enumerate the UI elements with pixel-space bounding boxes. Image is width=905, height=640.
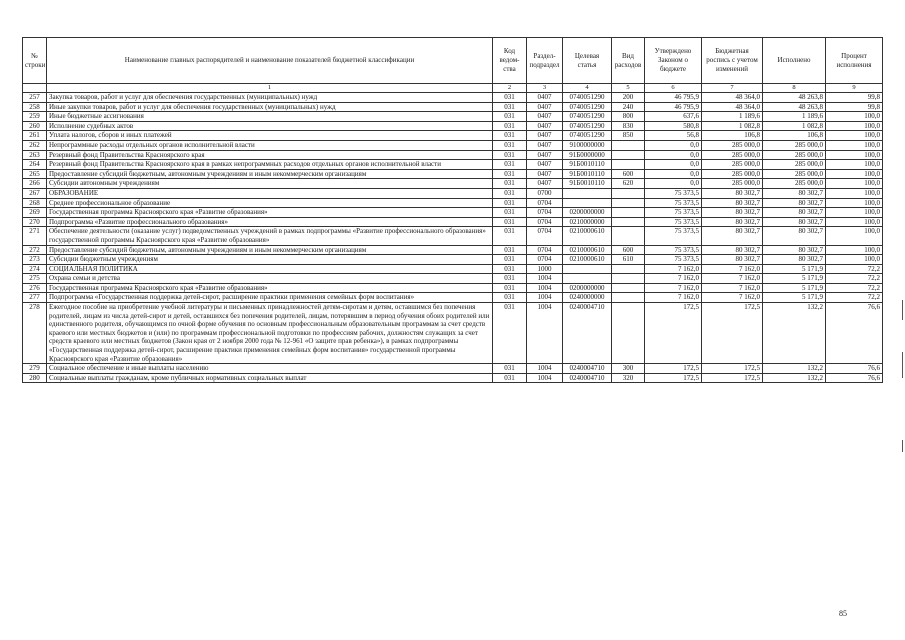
- row-name: Социальное обеспечение и иные выплаты населению: [47, 364, 493, 374]
- row-code: 031: [493, 255, 527, 265]
- table-row: [23, 93, 883, 103]
- row-number: 271: [23, 227, 47, 245]
- row-number: 258: [23, 102, 47, 112]
- row-kind: [612, 293, 645, 303]
- row-percent: 100,0: [826, 208, 883, 218]
- row-approved: 637,6: [645, 112, 702, 122]
- row-executed: 285 000,0: [763, 160, 826, 170]
- row-name: Субсидии автономным учреждениям: [47, 179, 493, 189]
- row-name: СОЦИАЛЬНАЯ ПОЛИТИКА: [47, 264, 493, 274]
- header-num: № строки: [23, 38, 47, 84]
- row-code: 031: [493, 188, 527, 198]
- row-percent: 99,8: [826, 102, 883, 112]
- row-section: 0704: [527, 245, 563, 255]
- row-kind: 240: [612, 102, 645, 112]
- row-code: 031: [493, 179, 527, 189]
- row-budget: 1 082,8: [702, 121, 763, 131]
- row-number: 267: [23, 188, 47, 198]
- row-kind: [612, 283, 645, 293]
- row-code: 031: [493, 245, 527, 255]
- row-name: ОБРАЗОВАНИЕ: [47, 188, 493, 198]
- row-section: 0407: [527, 140, 563, 150]
- row-percent: 100,0: [826, 255, 883, 265]
- column-number: 1: [47, 84, 493, 93]
- table-row: [23, 227, 883, 245]
- row-section: 1000: [527, 264, 563, 274]
- table-row: [23, 293, 883, 303]
- row-target: 0210000000: [563, 217, 612, 227]
- row-budget: 80 302,7: [702, 198, 763, 208]
- row-name: Исполнение судебных актов: [47, 121, 493, 131]
- row-name: Подпрограмма «Развитие профессионального образования»: [47, 217, 493, 227]
- row-number: 274: [23, 264, 47, 274]
- row-kind: 600: [612, 169, 645, 179]
- row-code: 031: [493, 373, 527, 383]
- column-number-row: [23, 84, 883, 93]
- row-percent: 76,6: [826, 373, 883, 383]
- row-executed: 5 171,9: [763, 283, 826, 293]
- row-kind: 610: [612, 255, 645, 265]
- header-percent: Процент исполнения: [826, 38, 883, 84]
- row-code: 031: [493, 264, 527, 274]
- row-executed: 132,2: [763, 373, 826, 383]
- row-executed: 1 189,6: [763, 112, 826, 122]
- row-budget: 80 302,7: [702, 227, 763, 245]
- row-approved: 46 795,9: [645, 102, 702, 112]
- row-section: 1004: [527, 274, 563, 284]
- row-code: 031: [493, 303, 527, 364]
- row-code: 031: [493, 140, 527, 150]
- row-section: 0407: [527, 121, 563, 131]
- row-name: Подпрограмма «Государственная поддержка детей-сирот, расширение практики применения семейных форм воспитания»: [47, 293, 493, 303]
- table-row: [23, 112, 883, 122]
- budget-table-sheet: [22, 37, 882, 383]
- row-number: 277: [23, 293, 47, 303]
- row-section: 0407: [527, 102, 563, 112]
- row-target: 0740051290: [563, 131, 612, 141]
- scan-edge-mark: [902, 440, 903, 452]
- row-code: 031: [493, 121, 527, 131]
- row-section: 0407: [527, 179, 563, 189]
- row-target: 0200000000: [563, 283, 612, 293]
- column-number: 6: [645, 84, 702, 93]
- column-number: 2: [493, 84, 527, 93]
- row-approved: 172,5: [645, 303, 702, 364]
- row-code: 031: [493, 131, 527, 141]
- row-name: Иные бюджетные ассигнования: [47, 112, 493, 122]
- row-code: 031: [493, 217, 527, 227]
- row-number: 270: [23, 217, 47, 227]
- row-name: Уплата налогов, сборов и иных платежей: [47, 131, 493, 141]
- row-executed: 132,2: [763, 364, 826, 374]
- row-target: 9100000000: [563, 140, 612, 150]
- row-kind: [612, 303, 645, 364]
- row-executed: 80 302,7: [763, 208, 826, 218]
- row-approved: 0,0: [645, 140, 702, 150]
- table-row: [23, 264, 883, 274]
- row-target: [563, 264, 612, 274]
- table-row: [23, 274, 883, 284]
- row-number: 261: [23, 131, 47, 141]
- header-budget: Бюджетная роспись с учетом изменений: [702, 38, 763, 84]
- row-code: 031: [493, 364, 527, 374]
- row-section: 0704: [527, 255, 563, 265]
- row-kind: [612, 140, 645, 150]
- row-budget: 172,5: [702, 303, 763, 364]
- column-number: 8: [763, 84, 826, 93]
- row-executed: 80 302,7: [763, 217, 826, 227]
- row-number: 260: [23, 121, 47, 131]
- row-kind: [612, 274, 645, 284]
- header-section: Раздел-подраздел: [527, 38, 563, 84]
- row-percent: 100,0: [826, 179, 883, 189]
- row-number: 276: [23, 283, 47, 293]
- row-target: 91Б0000000: [563, 150, 612, 160]
- row-section: 0700: [527, 188, 563, 198]
- row-number: 266: [23, 179, 47, 189]
- row-name: Непрограммные расходы отдельных органов исполнительной власти: [47, 140, 493, 150]
- row-budget: 285 000,0: [702, 179, 763, 189]
- row-target: 0240004710: [563, 373, 612, 383]
- budget-table: [22, 37, 883, 383]
- row-name: Социальные выплаты гражданам, кроме публичных нормативных социальных выплат: [47, 373, 493, 383]
- row-approved: 0,0: [645, 160, 702, 170]
- table-row: [23, 179, 883, 189]
- row-name: Резервный фонд Правительства Красноярского края в рамках непрограммных расходов отдельных органов исполнительной власти: [47, 160, 493, 170]
- table-row: [23, 169, 883, 179]
- table-row: [23, 102, 883, 112]
- row-number: 278: [23, 303, 47, 364]
- row-code: 031: [493, 293, 527, 303]
- row-percent: 100,0: [826, 188, 883, 198]
- row-number: 272: [23, 245, 47, 255]
- row-number: 259: [23, 112, 47, 122]
- row-approved: 46 795,9: [645, 93, 702, 103]
- table-row: [23, 131, 883, 141]
- scan-edge-mark: [902, 352, 903, 378]
- row-target: 0210000610: [563, 245, 612, 255]
- row-approved: 75 373,5: [645, 255, 702, 265]
- row-executed: 285 000,0: [763, 150, 826, 160]
- row-approved: 75 373,5: [645, 198, 702, 208]
- row-percent: 72,2: [826, 283, 883, 293]
- row-budget: 7 162,0: [702, 274, 763, 284]
- row-budget: 80 302,7: [702, 245, 763, 255]
- row-name: Ежегодное пособие на приобретение учебной литературы и письменных принадлежностей детям-сиротам и детям, оставшимся без попечения родителей, лицам из числа детей-сирот и детей, оставшихся без попечения родителей, лицам, потерявшим в период обучения обоих родителей или единственного родителя, обучающимся по очной форме обучения по основным профессиональным образовательным программам за счет средств краевого или местных бюджетов и (или) по программам профессиональной подготовки по профессиям рабочих, должностям служащих за счет средств краевого или местных бюджетов (Закон края от 2 ноября 2000 года № 12-961 «О защите прав ребенка»), в рамках подпрограммы «Государственная поддержка детей-сирот, расширение практики применения семейных форм воспитания» государственной программы Красноярского края «Развитие образования»: [47, 303, 493, 364]
- row-target: 0240004710: [563, 364, 612, 374]
- scan-edge-mark: [902, 300, 903, 320]
- row-target: [563, 188, 612, 198]
- header-kind: Вид расходов: [612, 38, 645, 84]
- row-code: 031: [493, 198, 527, 208]
- row-section: 0407: [527, 150, 563, 160]
- row-kind: 200: [612, 93, 645, 103]
- table-row: [23, 160, 883, 170]
- row-budget: 285 000,0: [702, 160, 763, 170]
- row-percent: 99,8: [826, 93, 883, 103]
- row-target: [563, 274, 612, 284]
- table-row: [23, 140, 883, 150]
- row-number: 262: [23, 140, 47, 150]
- row-section: 0407: [527, 169, 563, 179]
- row-approved: 0,0: [645, 169, 702, 179]
- header-target: Целевая статья: [563, 38, 612, 84]
- table-row: [23, 217, 883, 227]
- table-body: [23, 93, 883, 383]
- row-budget: 172,5: [702, 364, 763, 374]
- row-name: Охрана семьи и детства: [47, 274, 493, 284]
- row-target: 0210000610: [563, 255, 612, 265]
- row-section: 1004: [527, 364, 563, 374]
- row-code: 031: [493, 227, 527, 245]
- header-approved: Утверждено Законом о бюджете: [645, 38, 702, 84]
- row-number: 265: [23, 169, 47, 179]
- row-section: 1004: [527, 303, 563, 364]
- row-section: 0407: [527, 131, 563, 141]
- row-name: Предоставление субсидий бюджетным, автономным учреждениям и иным некоммерческим организациям: [47, 245, 493, 255]
- table-row: [23, 373, 883, 383]
- row-section: 0407: [527, 93, 563, 103]
- row-budget: 7 162,0: [702, 264, 763, 274]
- row-target: [563, 198, 612, 208]
- row-kind: [612, 188, 645, 198]
- row-code: 031: [493, 93, 527, 103]
- row-section: 0407: [527, 160, 563, 170]
- row-executed: 285 000,0: [763, 140, 826, 150]
- row-percent: 100,0: [826, 112, 883, 122]
- row-target: 0740051290: [563, 93, 612, 103]
- row-target: 0210000610: [563, 227, 612, 245]
- row-executed: 285 000,0: [763, 179, 826, 189]
- row-kind: [612, 264, 645, 274]
- row-executed: 1 082,8: [763, 121, 826, 131]
- row-budget: 285 000,0: [702, 169, 763, 179]
- table-row: [23, 208, 883, 218]
- row-budget: 80 302,7: [702, 208, 763, 218]
- row-executed: 80 302,7: [763, 188, 826, 198]
- row-approved: 75 373,5: [645, 245, 702, 255]
- row-section: 0704: [527, 198, 563, 208]
- table-row: [23, 255, 883, 265]
- row-kind: [612, 160, 645, 170]
- row-executed: 80 302,7: [763, 198, 826, 208]
- row-section: 1004: [527, 293, 563, 303]
- row-kind: 620: [612, 179, 645, 189]
- table-row: [23, 245, 883, 255]
- row-section: 0407: [527, 112, 563, 122]
- row-target: 91Б0010110: [563, 179, 612, 189]
- row-budget: 7 162,0: [702, 283, 763, 293]
- row-budget: 48 364,0: [702, 102, 763, 112]
- row-percent: 100,0: [826, 169, 883, 179]
- row-budget: 285 000,0: [702, 140, 763, 150]
- row-percent: 76,6: [826, 364, 883, 374]
- row-budget: 1 189,6: [702, 112, 763, 122]
- row-section: 0704: [527, 208, 563, 218]
- header-code: Код ведом-ства: [493, 38, 527, 84]
- row-number: 279: [23, 364, 47, 374]
- row-number: 264: [23, 160, 47, 170]
- row-name: Государственная программа Красноярского края «Развитие образования»: [47, 208, 493, 218]
- row-approved: 56,8: [645, 131, 702, 141]
- row-percent: 100,0: [826, 131, 883, 141]
- row-kind: 600: [612, 245, 645, 255]
- row-number: 263: [23, 150, 47, 160]
- row-code: 031: [493, 160, 527, 170]
- row-budget: 80 302,7: [702, 255, 763, 265]
- column-number: 5: [612, 84, 645, 93]
- row-name: Субсидии бюджетным учреждениям: [47, 255, 493, 265]
- row-budget: 285 000,0: [702, 150, 763, 160]
- header-executed: Исполнено: [763, 38, 826, 84]
- page-number: 85: [839, 609, 847, 618]
- row-percent: 76,6: [826, 303, 883, 364]
- row-name: Закупка товаров, работ и услуг для обеспечения государственных (муниципальных) нужд: [47, 93, 493, 103]
- row-approved: 75 373,5: [645, 227, 702, 245]
- column-number: 9: [826, 84, 883, 93]
- row-target: 0740051290: [563, 121, 612, 131]
- row-target: 91Б0010110: [563, 169, 612, 179]
- row-percent: 100,0: [826, 245, 883, 255]
- row-percent: 100,0: [826, 150, 883, 160]
- column-number: 7: [702, 84, 763, 93]
- row-kind: 800: [612, 112, 645, 122]
- row-executed: 80 302,7: [763, 245, 826, 255]
- row-number: 280: [23, 373, 47, 383]
- row-kind: [612, 150, 645, 160]
- row-budget: 80 302,7: [702, 188, 763, 198]
- row-budget: 106,8: [702, 131, 763, 141]
- table-row: [23, 150, 883, 160]
- row-budget: 80 302,7: [702, 217, 763, 227]
- row-kind: 320: [612, 373, 645, 383]
- row-kind: 830: [612, 121, 645, 131]
- row-executed: 5 171,9: [763, 274, 826, 284]
- table-row: [23, 198, 883, 208]
- row-target: 91Б0010110: [563, 160, 612, 170]
- row-budget: 7 162,0: [702, 293, 763, 303]
- row-code: 031: [493, 169, 527, 179]
- row-approved: 75 373,5: [645, 188, 702, 198]
- table-row: [23, 364, 883, 374]
- row-kind: 300: [612, 364, 645, 374]
- row-section: 0704: [527, 227, 563, 245]
- row-kind: [612, 217, 645, 227]
- table-row: [23, 283, 883, 293]
- row-approved: 7 162,0: [645, 283, 702, 293]
- row-kind: [612, 208, 645, 218]
- row-percent: 100,0: [826, 121, 883, 131]
- row-kind: [612, 227, 645, 245]
- row-executed: 285 000,0: [763, 169, 826, 179]
- header-name: Наименование главных распорядителей и наименование показателей бюджетной классификации: [47, 38, 493, 84]
- row-approved: 172,5: [645, 364, 702, 374]
- row-approved: 7 162,0: [645, 293, 702, 303]
- row-number: 273: [23, 255, 47, 265]
- row-executed: 5 171,9: [763, 293, 826, 303]
- row-approved: 75 373,5: [645, 217, 702, 227]
- row-budget: 48 364,0: [702, 93, 763, 103]
- row-executed: 5 171,9: [763, 264, 826, 274]
- row-percent: 72,2: [826, 264, 883, 274]
- row-code: 031: [493, 274, 527, 284]
- row-executed: 48 263,8: [763, 102, 826, 112]
- row-number: 257: [23, 93, 47, 103]
- row-target: 0240004710: [563, 303, 612, 364]
- table-row: [23, 303, 883, 364]
- header-row: [23, 38, 883, 84]
- column-number-blank: [23, 84, 47, 93]
- row-approved: 580,8: [645, 121, 702, 131]
- row-approved: 172,5: [645, 373, 702, 383]
- row-executed: 48 263,8: [763, 93, 826, 103]
- row-executed: 106,8: [763, 131, 826, 141]
- row-approved: 0,0: [645, 150, 702, 160]
- row-target: 0200000000: [563, 208, 612, 218]
- row-target: 0240000000: [563, 293, 612, 303]
- row-budget: 172,5: [702, 373, 763, 383]
- row-number: 269: [23, 208, 47, 218]
- row-number: 275: [23, 274, 47, 284]
- row-kind: 850: [612, 131, 645, 141]
- row-executed: 80 302,7: [763, 227, 826, 245]
- row-number: 268: [23, 198, 47, 208]
- row-name: Иные закупки товаров, работ и услуг для обеспечения государственных (муниципальных) нужд: [47, 102, 493, 112]
- row-percent: 72,2: [826, 274, 883, 284]
- row-approved: 75 373,5: [645, 208, 702, 218]
- row-name: Обеспечение деятельности (оказание услуг) подведомственных учреждений в рамках подпрограммы «Развитие профессионального образования» государственной программы Красноярского края «Развитие образования»: [47, 227, 493, 245]
- row-target: 0740051290: [563, 102, 612, 112]
- row-code: 031: [493, 150, 527, 160]
- row-executed: 80 302,7: [763, 255, 826, 265]
- column-number: 4: [563, 84, 612, 93]
- row-name: Резервный фонд Правительства Красноярского края: [47, 150, 493, 160]
- row-kind: [612, 198, 645, 208]
- row-percent: 100,0: [826, 160, 883, 170]
- row-approved: 7 162,0: [645, 264, 702, 274]
- row-section: 0704: [527, 217, 563, 227]
- row-code: 031: [493, 283, 527, 293]
- row-name: Предоставление субсидий бюджетным, автономным учреждениям и иным некоммерческим организациям: [47, 169, 493, 179]
- column-number: 3: [527, 84, 563, 93]
- row-percent: 100,0: [826, 217, 883, 227]
- row-code: 031: [493, 102, 527, 112]
- row-percent: 72,2: [826, 293, 883, 303]
- row-percent: 100,0: [826, 198, 883, 208]
- row-executed: 132,2: [763, 303, 826, 364]
- row-approved: 0,0: [645, 179, 702, 189]
- row-code: 031: [493, 208, 527, 218]
- row-approved: 7 162,0: [645, 274, 702, 284]
- table-row: [23, 121, 883, 131]
- table-row: [23, 188, 883, 198]
- row-target: 0740051290: [563, 112, 612, 122]
- row-name: Государственная программа Красноярского края «Развитие образования»: [47, 283, 493, 293]
- row-code: 031: [493, 112, 527, 122]
- row-name: Среднее профессиональное образование: [47, 198, 493, 208]
- row-percent: 100,0: [826, 140, 883, 150]
- row-section: 1004: [527, 283, 563, 293]
- row-section: 1004: [527, 373, 563, 383]
- row-percent: 100,0: [826, 227, 883, 245]
